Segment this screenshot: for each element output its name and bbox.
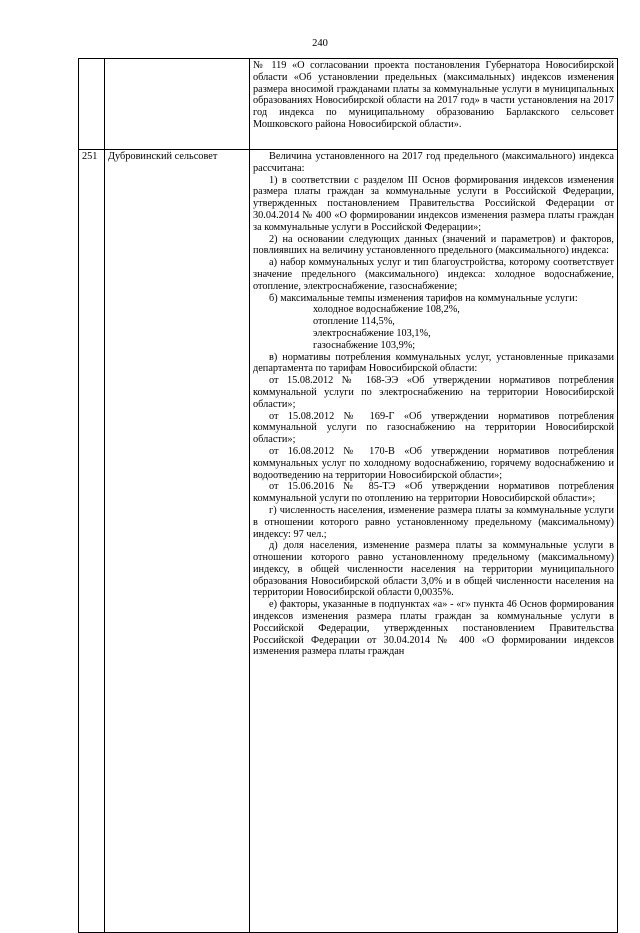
table-row [79,150,618,933]
paragraph: от 15.08.2012 № 168-ЭЭ «Об утверждении нормативов потребления коммунальной услуги по электроснабжению на территории Новосибирской области»; [253,375,614,410]
paragraph: от 15.06.2016 № 85-ТЭ «Об утверждении нормативов потребления коммунальной услуги по отоплению на территории Новосибирской области»; [253,481,614,505]
paragraph: б) максимальные темпы изменения тарифов на коммунальные услуги: [269,292,578,304]
tariff-line: электроснабжение 103,1%, [313,327,431,339]
paragraph: д) доля населения, изменение размера платы за коммунальные услуги в отношении которого равно установленному предельному (максимальному) индексу, в общей численности населения на территории муниципального образования Новосибирской области 3,0% и в общей численности населения на территории Новосибирской области 0,0035%. [253,540,614,599]
municipality-name-cell [105,59,250,150]
page-number: 240 [312,38,328,49]
paragraph: № 119 «О согласовании проекта постановления Губернатора Новосибирской области «Об установлении предельных (максимальных) индексов изменения размера вносимой гражданами платы за коммунальные услуги в муниципальных образованиях Новосибирской области на 2017 год» в части установления на 2017 год индекса по муниципальному образованию Барлакского сельсовет Мошковского района Новосибирской области». [253,60,614,130]
paragraph: 1) в соответствии с разделом III Основ формирования индексов изменения размера платы граждан за коммунальные услуги в Российской Федерации, утвержденных постановлением Правительства Российской Федерации от 30.04.2014 № 400 «О формировании индексов изменения размера платы граждан за коммунальные услуги в Российской Федерации»; [253,174,614,233]
table-row [79,59,618,150]
paragraph: в) нормативы потребления коммунальных услуг, установленные приказами департамента по тарифам Новосибирской области: [253,351,614,375]
municipality-name-cell: Дубровинский сельсовет [105,150,250,933]
row-number-cell [79,59,105,150]
paragraph: от 15.08.2012 № 169-Г «Об утверждении нормативов потребления коммунальной услуги по газоснабжению на территории Новосибирской области»; [253,410,614,446]
tariff-line: отопление 114,5%, [313,316,395,328]
paragraph: а) набор коммунальных услуг и тип благоустройства, которому соответствует значение предельного (максимального) индекса: холодное водоснабжение, отопление, электроснабжение, газоснабжение; [253,257,614,292]
row-number-cell: 251 [79,150,105,933]
paragraph: г) численность населения, изменение размера платы за коммунальные услуги в отношении которого равно установленному предельному (максимальному) индексу: 97 чел.; [253,504,614,540]
justification-cell [250,59,618,150]
paragraph: от 16.08.2012 № 170-В «Об утверждении нормативов потребления коммунальных услуг по холодному водоснабжению, горячему водоснабжению и водоотведению на территории Новосибирской области»; [253,445,614,481]
municipality-index-table [78,58,618,933]
tariff-line: газоснабжение 103,9%; [313,339,416,351]
paragraph: 2) на основании следующих данных (значений и параметров) и факторов, повлиявших на величину установленного предельного (максимального) индекса: [253,233,614,257]
paragraph: Величина установленного на 2017 год предельного (максимального) индекса рассчитана: [253,151,614,174]
tariff-line: холодное водоснабжение 108,2%, [313,304,460,316]
justification-cell [250,150,618,933]
paragraph: е) факторы, указанные в подпунктах «а» - «г» пункта 46 Основ формирования индексов изменения размера платы граждан за коммунальные услуги в Российской Федерации, утвержденных постановлением Правительства Российской Федерации от 30.04.2014 № 400 «О формировании индексов изменения размера платы граждан [253,599,614,658]
